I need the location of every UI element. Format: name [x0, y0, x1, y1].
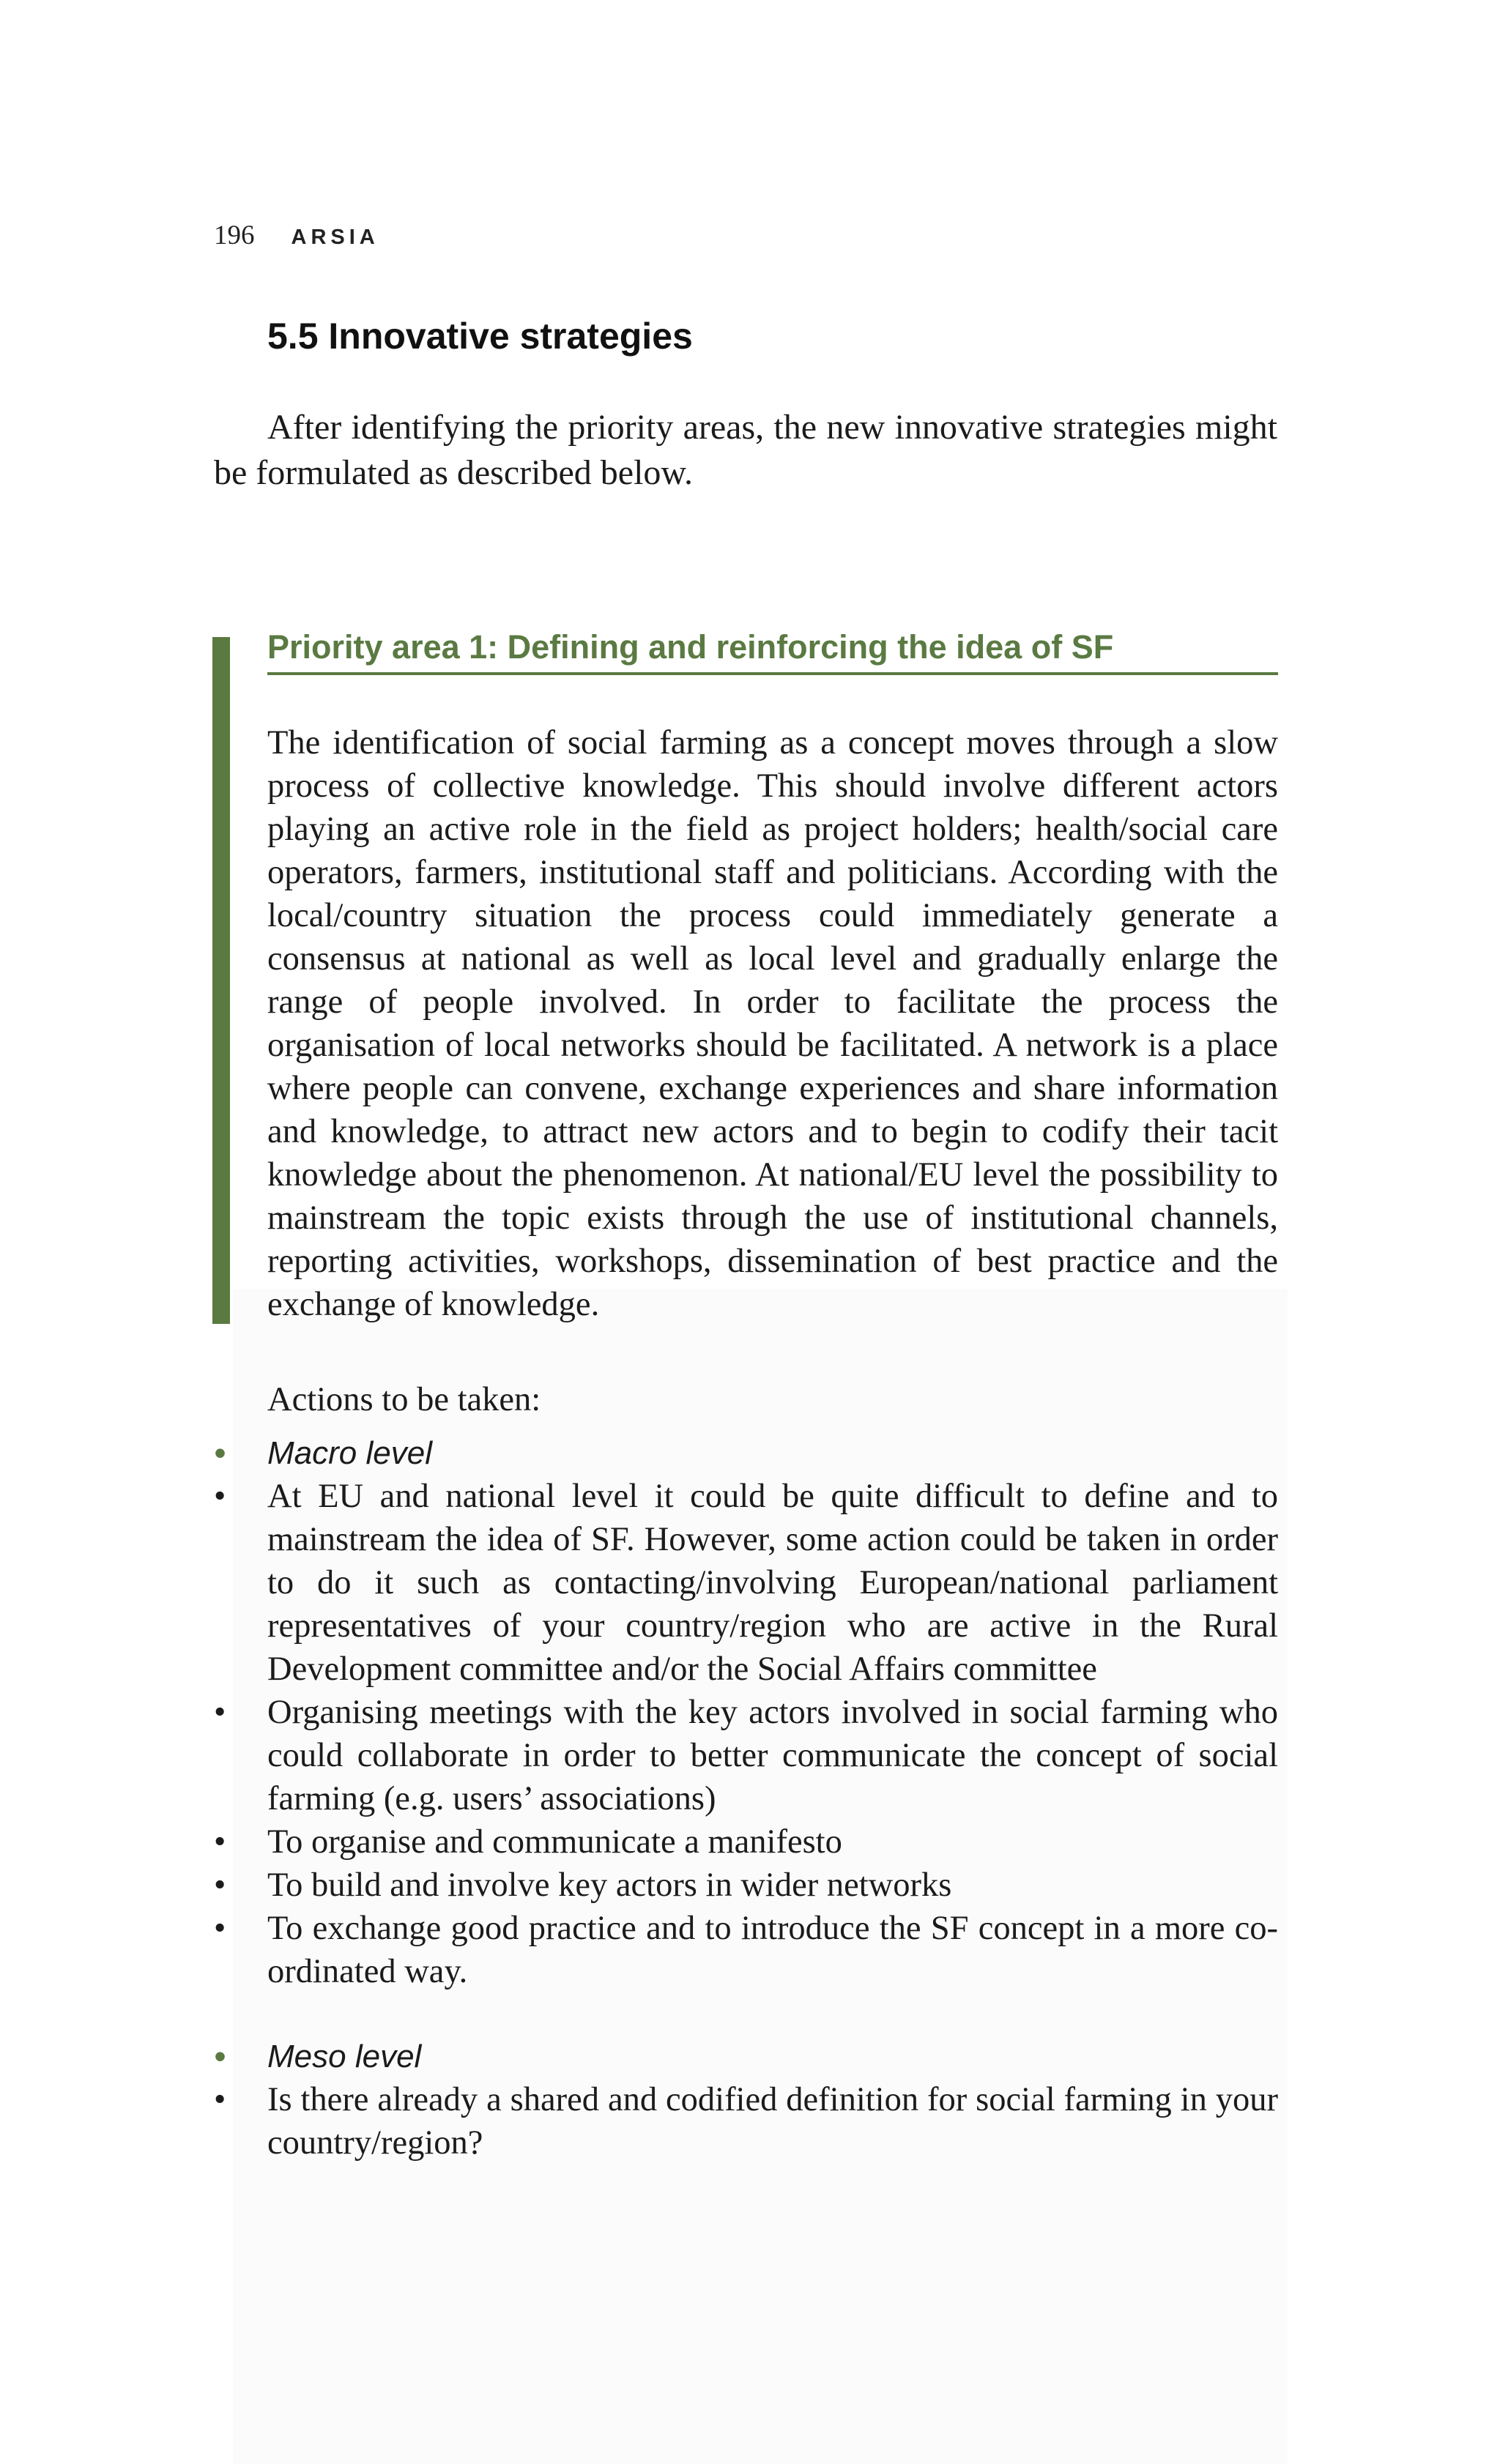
list-item: • To organise and communicate a manifesto	[214, 1820, 1278, 1864]
list-item: • Is there already a shared and codified definition for social farming in your country/region?	[214, 2078, 1278, 2165]
actions-heading: Actions to be taken:	[267, 1381, 541, 1418]
page-number: 196	[214, 220, 255, 250]
list-item: • To build and involve key actors in wider networks	[214, 1864, 1278, 1907]
priority-box-side-bar	[212, 637, 230, 1324]
priority-box-body: The identification of social farming as a concept moves through a slow process of collective knowledge. This should involve different actors playing an active role in the field as project holders; health/social care operators, farmers, institutional staff and politicians. According with the local/country situation the process could immediately generate a consensus at national as well as local level and gradually enlarge the range of people involved. In order to facilitate the process the organisation of local networks should be facilitated. A network is a place where people can convene, exchange experiences and share information and knowledge, to attract new actors and to begin to codify their tacit knowledge about the phenomenon. At national/EU level the possibility to mainstream the topic exists through the use of institutional channels, reporting activities, workshops, dissemination of best practice and the exchange of knowledge.	[267, 724, 1278, 1323]
running-head	[214, 220, 379, 264]
list-item: • Organising meetings with the key actors involved in social farming who could collaborate in order to better communicate the concept of social farming (e.g. users’ associations)	[214, 1691, 1278, 1820]
meso-level-heading: • Meso level	[214, 2035, 1278, 2078]
list-item: • At EU and national level it could be quite difficult to define and to mainstream the idea of SF. However, some action could be taken in order to do it such as contacting/involving European/national parliament representatives of your country/region who are active in the Rural Development committee and/or the Social Affairs committee	[214, 1475, 1278, 1691]
section-title: 5.5 Innovative strategies	[267, 316, 693, 357]
macro-level-heading: • Macro level	[214, 1432, 1278, 1475]
actions-list	[214, 1432, 1278, 2165]
list-item: • To exchange good practice and to introduce the SF concept in a more co-ordinated way.	[214, 1907, 1278, 1993]
intro-paragraph: After identifying the priority areas, the new innovative strategies might be formulated as described below.	[214, 408, 1277, 492]
journal-name: ARSIA	[291, 226, 379, 249]
priority-box-title: Priority area 1: Defining and reinforcing the idea of SF	[267, 628, 1278, 675]
